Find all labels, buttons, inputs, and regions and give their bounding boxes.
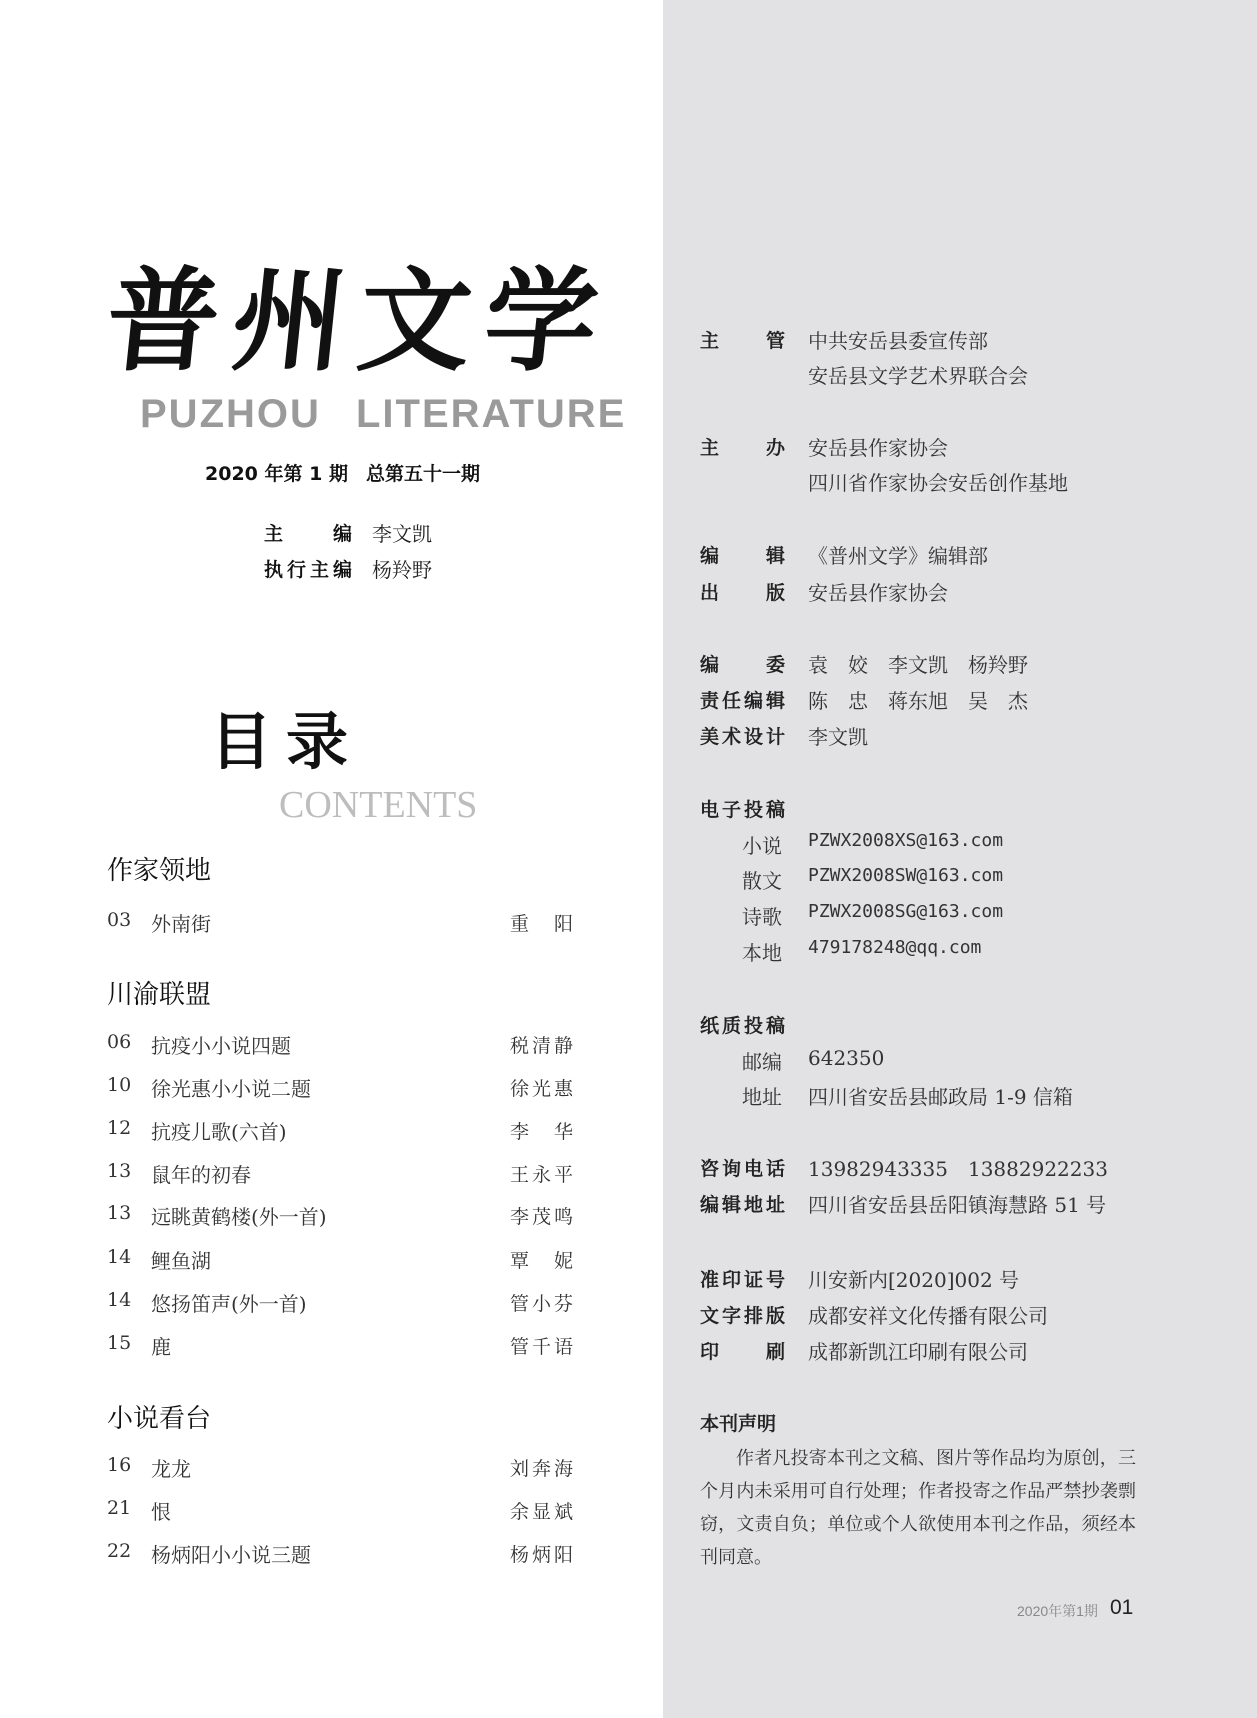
info-label: 编辑 bbox=[700, 545, 785, 567]
entry-page-number: 14 bbox=[107, 1246, 132, 1268]
entry-page-number: 13 bbox=[107, 1160, 132, 1182]
info-value: PZWX2008SG@163.com bbox=[808, 901, 1004, 922]
info-value: 四川省安岳县邮政局 1-9 信箱 bbox=[808, 1085, 1073, 1109]
toc-title: 目录 bbox=[210, 705, 363, 778]
entry-title: 鲤鱼湖 bbox=[151, 1249, 211, 1273]
section-heading: 小说看台 bbox=[107, 1404, 212, 1434]
info-label: 主办 bbox=[700, 437, 785, 459]
info-sublabel: 散文 bbox=[742, 869, 782, 893]
info-value: 安岳县作家协会 bbox=[808, 581, 948, 605]
info-label: 咨询电话 bbox=[700, 1158, 785, 1180]
entry-title: 鹿 bbox=[151, 1335, 171, 1359]
info-label: 出版 bbox=[700, 582, 785, 604]
entry-title: 抗疫小小说四题 bbox=[151, 1034, 291, 1058]
entry-author: 李茂鸣 bbox=[510, 1206, 573, 1228]
entry-page-number: 15 bbox=[107, 1332, 132, 1354]
info-label: 主管 bbox=[700, 330, 785, 352]
entry-author: 税清静 bbox=[510, 1035, 573, 1057]
info-value: 川安新内[2020]002 号 bbox=[808, 1268, 1020, 1292]
entry-page-number: 13 bbox=[107, 1202, 132, 1224]
statement-title: 本刊声明 bbox=[700, 1413, 777, 1435]
info-sublabel: 小说 bbox=[742, 834, 782, 858]
info-value: 陈 忠 蒋东旭 吴 杰 bbox=[808, 689, 1028, 713]
entry-page-number: 16 bbox=[107, 1454, 132, 1476]
entry-page-number: 03 bbox=[107, 909, 132, 931]
total-issue: 总第五十一期 bbox=[365, 463, 480, 485]
entry-author: 管小芬 bbox=[510, 1293, 573, 1315]
entry-title: 恨 bbox=[151, 1500, 171, 1524]
info-value: 四川省作家协会安岳创作基地 bbox=[808, 471, 1068, 495]
info-value: 李文凯 bbox=[808, 725, 868, 749]
footer-issue: 2020年第1期 bbox=[1017, 1603, 1098, 1619]
issue-line bbox=[205, 459, 498, 486]
entry-author: 王永平 bbox=[510, 1164, 573, 1186]
info-value: 中共安岳县委宣传部 bbox=[808, 329, 988, 353]
entry-page-number: 06 bbox=[107, 1031, 132, 1053]
entry-author: 管千语 bbox=[510, 1336, 573, 1358]
entry-title: 鼠年的初春 bbox=[151, 1163, 251, 1187]
info-value: 642350 bbox=[808, 1046, 885, 1070]
info-value: 安岳县文学艺术界联合会 bbox=[808, 364, 1028, 388]
info-value: 13982943335 13882922233 bbox=[808, 1157, 1108, 1181]
toc-title-en: CONTENTS bbox=[279, 784, 478, 826]
info-sublabel: 邮编 bbox=[742, 1050, 782, 1074]
info-label: 文字排版 bbox=[700, 1305, 785, 1327]
info-sublabel: 地址 bbox=[742, 1085, 782, 1109]
entry-author: 杨炳阳 bbox=[510, 1544, 573, 1566]
info-label: 编委 bbox=[700, 654, 785, 676]
entry-author: 刘奔海 bbox=[510, 1458, 573, 1480]
english-title: PUZHOU LITERATURE bbox=[140, 392, 627, 436]
info-value: 安岳县作家协会 bbox=[808, 436, 948, 460]
info-label: 美术设计 bbox=[700, 726, 785, 748]
entry-title: 远眺黄鹤楼(外一首) bbox=[151, 1205, 327, 1229]
info-value: 成都安祥文化传播有限公司 bbox=[808, 1304, 1048, 1328]
info-sublabel: 诗歌 bbox=[742, 905, 782, 929]
info-sublabel: 本地 bbox=[742, 941, 782, 965]
editor-name: 李文凯 bbox=[372, 522, 432, 546]
info-value: 袁 姣 李文凯 杨羚野 bbox=[808, 653, 1028, 677]
entry-page-number: 12 bbox=[107, 1117, 132, 1139]
entry-author: 余显斌 bbox=[510, 1501, 573, 1523]
executive-editor-name: 杨羚野 bbox=[372, 558, 432, 582]
editor-label: 主编 bbox=[264, 523, 352, 545]
info-label: 编辑地址 bbox=[700, 1194, 785, 1216]
entry-page-number: 14 bbox=[107, 1289, 132, 1311]
info-value: 四川省安岳县岳阳镇海慧路 51 号 bbox=[808, 1193, 1107, 1217]
page-number: 01 bbox=[1110, 1596, 1134, 1619]
info-value: 《普州文学》编辑部 bbox=[808, 544, 988, 568]
info-value: 479178248@qq.com bbox=[808, 937, 982, 958]
executive-editor-label: 执行主编 bbox=[264, 559, 352, 581]
entry-title: 悠扬笛声(外一首) bbox=[151, 1292, 307, 1316]
entry-author: 李华 bbox=[510, 1121, 573, 1143]
entry-page-number: 21 bbox=[107, 1497, 132, 1519]
issue-number: 2020 年第 1 期 bbox=[205, 463, 348, 485]
info-label: 电子投稿 bbox=[700, 799, 785, 821]
statement-text: 作者凡投寄本刊之文稿、图片等作品均为原创，三个月内未采用可自行处理；作者投寄之作品严禁抄袭剽窃，文责自负；单位或个人欲使用本刊之作品，须经本刊同意。 bbox=[700, 1448, 1136, 1568]
info-label: 责任编辑 bbox=[700, 690, 785, 712]
info-value: 成都新凯江印刷有限公司 bbox=[808, 1340, 1028, 1364]
entry-title: 龙龙 bbox=[151, 1457, 191, 1481]
section-heading: 作家领地 bbox=[107, 856, 212, 886]
entry-title: 杨炳阳小小说三题 bbox=[151, 1543, 311, 1567]
entry-title: 抗疫儿歌(六首) bbox=[151, 1120, 287, 1144]
entry-title: 徐光惠小小说二题 bbox=[151, 1077, 311, 1101]
info-value: PZWX2008SW@163.com bbox=[808, 865, 1004, 886]
entry-author: 覃妮 bbox=[510, 1250, 573, 1272]
info-label: 印刷 bbox=[700, 1341, 785, 1363]
magazine-logo: 普州文学 bbox=[100, 256, 618, 387]
entry-page-number: 22 bbox=[107, 1540, 132, 1562]
section-heading: 川渝联盟 bbox=[107, 980, 212, 1010]
info-value: PZWX2008XS@163.com bbox=[808, 830, 1004, 851]
entry-author: 重阳 bbox=[510, 913, 573, 935]
entry-page-number: 10 bbox=[107, 1074, 132, 1096]
entry-title: 外南街 bbox=[151, 912, 211, 936]
info-label: 准印证号 bbox=[700, 1269, 785, 1291]
entry-author: 徐光惠 bbox=[510, 1078, 573, 1100]
info-label: 纸质投稿 bbox=[700, 1015, 785, 1037]
